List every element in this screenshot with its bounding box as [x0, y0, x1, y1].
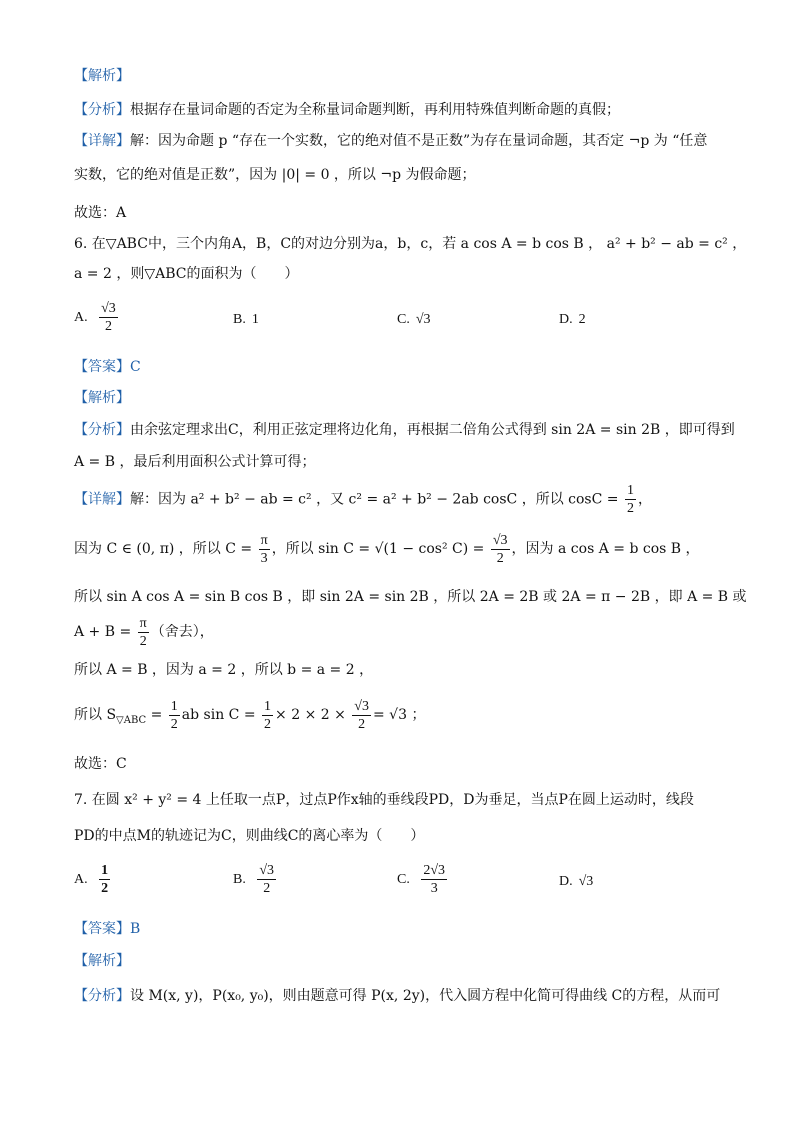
q5-detail-line1: 【详解】解：因为命题 p “存在一个实数，它的绝对值不是正数”为存在量词命题，其否定 ¬p 为 “任意	[74, 133, 708, 149]
q7-stem-line2: PD的中点M的轨迹记为C，则曲线C的离心率为（ ）	[74, 828, 425, 844]
q7-stem-line1: 7. 在圆 x² + y² = 4 上任取一点P，过点P作x轴的垂线段PD，D为垂足，当点P在圆上运动时，线段	[74, 792, 694, 808]
q5-fenxi: 【分析】根据存在量词命题的否定为全称量词命题判断，再利用特殊值判断命题的真假；	[74, 102, 620, 118]
q5-detail-line2: 实数，它的绝对值是正数”，因为 |0| = 0 ，所以 ¬p 为假命题；	[74, 167, 476, 183]
frac-one-half-area: $\frac{1}{2}$	[170, 698, 178, 732]
q6-option-b: B. 1	[233, 312, 259, 327]
q6-option-a: A. $\frac{√3}{2}$	[74, 301, 116, 334]
q7-answer: 【答案】B	[74, 921, 141, 937]
q7-option-b-value: $\frac{√3}{2}$	[259, 863, 275, 896]
q6-detail-line3: 所以 sin A cos A = sin B cos B ，即 sin 2A = sin 2B ，所以 2A = 2B 或 2A = π − 2B ，即 A = B 或	[74, 589, 747, 605]
q6-stem-line2: a = 2 ，则▽ABC的面积为（ ）	[74, 266, 299, 282]
q7-analysis-tag: 【解析】	[74, 953, 130, 969]
frac-sqrt3-over-2: $\frac{√3}{2}$	[492, 532, 508, 566]
q6-detail-line1: 【详解】解：因为 a² + b² − ab = c² ，又 c² = a² + b² − 2ab cosC ，所以 cosC = $\frac{1}{2}$ ，	[74, 483, 652, 516]
q6-stem-line1: 6. 在▽ABC中，三个内角A，B，C的对边分别为a，b，c，若 a cos A = b cos B ， a² + b² − ab = c² ，	[74, 236, 747, 252]
q5-choice: 故选：A	[74, 205, 127, 221]
frac-pi-over-3: $\frac{\pi}{3}$	[260, 532, 268, 566]
frac-one-half-area2: $\frac{1}{2}$	[264, 698, 272, 732]
q6-fenxi-line1: 【分析】由余弦定理求出C，利用正弦定理将边化角，再根据二倍角公式得到 sin 2A = sin 2B ，即可得到	[74, 422, 735, 438]
q7-option-c: C. $\frac{2√3}{3}$	[397, 863, 446, 896]
q7-option-b: B. $\frac{√3}{2}$	[233, 863, 275, 896]
q6-analysis-tag: 【解析】	[74, 390, 130, 406]
q7-option-c-value: $\frac{2√3}{3}$	[423, 863, 446, 896]
q6-option-c: C. √3	[397, 312, 431, 327]
frac-pi-over-2: $\frac{\pi}{2}$	[139, 615, 147, 649]
q6-answer: 【答案】C	[74, 359, 141, 375]
q7-option-a: A. $\frac{1}{2}$	[74, 863, 109, 896]
q6-option-a-value: $\frac{√3}{2}$	[101, 301, 116, 334]
q6-choice: 故选：C	[74, 756, 127, 772]
q7-option-d: D. √3	[559, 874, 594, 889]
frac-sqrt3-over-2-area: $\frac{√3}{2}$	[354, 698, 369, 732]
q7-fenxi-line1: 【分析】设 M(x, y)，P(x₀, y₀)，则由题意可得 P(x, 2y)，代入圆方程中化简可得曲线 C的方程，从而可	[74, 988, 721, 1004]
q6-option-d: D. 2	[559, 312, 586, 327]
q7-option-a-value: $\frac{1}{2}$	[101, 863, 109, 896]
frac-one-half: $\frac{1}{2}$	[626, 483, 634, 516]
q6-detail-line2: 因为 C ∈ (0, π) ，所以 C = $\frac{\pi}{3}$ ，所以 sin C = √(1 − cos² C) = $\frac{√3}{2}$ ，因为 a cos A = b cos B ，	[74, 532, 700, 566]
q6-detail-line4: A + B = $\frac{\pi}{2}$ （舍去），	[74, 615, 214, 649]
q6-detail-line5: 所以 A = B ，因为 a = 2 ，所以 b = a = 2 ，	[74, 662, 374, 678]
q6-fenxi-line2: A = B ，最后利用面积公式计算可得；	[74, 454, 316, 470]
q6-detail-line6: 所以 $S_{▽ABC}$ = $\frac{1}{2}$ ab sin C = $\frac{1}{2}$ × 2 × 2 × $\frac{√3}{2}$ = √3 ；	[74, 698, 426, 732]
q5-analysis-tag: 【解析】	[74, 68, 130, 84]
